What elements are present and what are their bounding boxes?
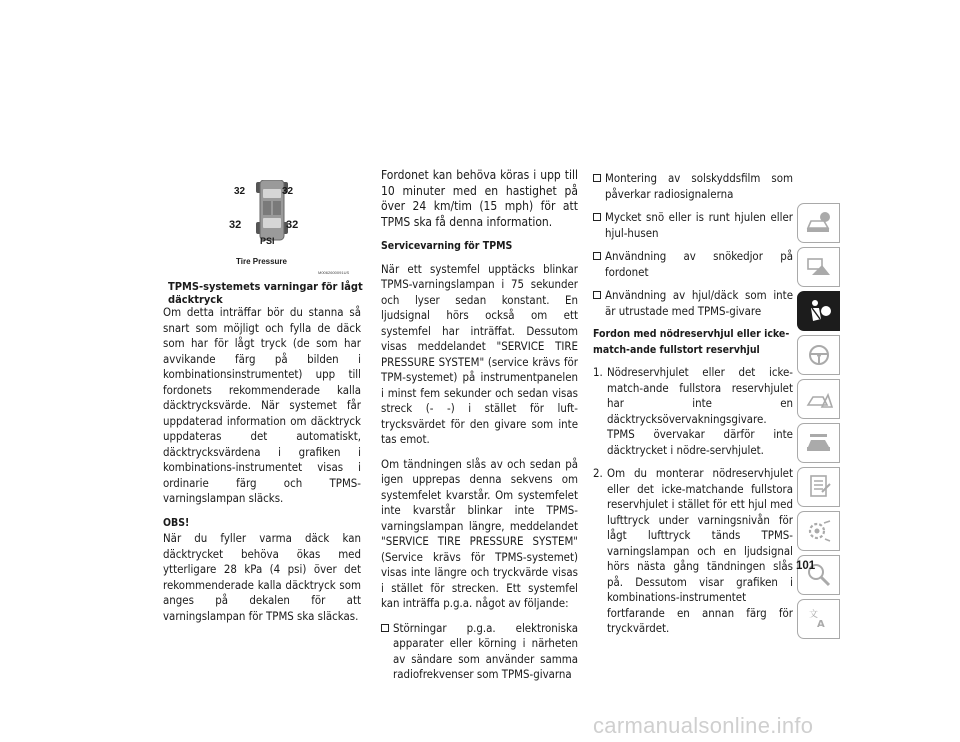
checkbox-bullet-icon: [593, 174, 601, 182]
section-heading: Servicevarning för TPMS: [381, 240, 513, 252]
paragraph: Fordonet kan behöva köras i upp till 10 minuter med en hastighet på över 24 km/tim (15 mph) för att TPMS ska få denna information.: [381, 168, 578, 229]
language-icon: [804, 605, 834, 633]
tab-getting-to-know-vehicle[interactable]: [797, 203, 840, 243]
list-item: [593, 171, 793, 202]
checkbox-bullet-icon: [593, 252, 601, 260]
paragraph: När ett systemfel upptäcks blinkar TPMS-varningslampan i 75 sekunder och lyser sedan konstant. En ljudsignal hörs också om ett systemfel har inträffat. Dessutom visas meddelandet "SERVICE TIRE PRESSURE SYSTEM" (service krävs för TPM-systemet) på instrumentpanelen i minst fem sekunder och sedan visas streck (- -) i stället för luft-trycksvärdet för den givare som inte tas emot.: [381, 261, 578, 446]
front-left-pressure: 32: [234, 186, 246, 197]
figure-code: M0062600091US: [318, 270, 350, 275]
tab-instrument-panel[interactable]: [797, 247, 840, 287]
checkbox-bullet-icon: [593, 291, 601, 299]
numbered-item: [593, 466, 793, 637]
tab-starting-operating[interactable]: [797, 335, 840, 375]
checkbox-bullet-icon: [381, 624, 389, 632]
dashboard-icon: [804, 253, 834, 281]
tire-pressure-figure: [222, 180, 322, 268]
list-item: [593, 210, 793, 241]
numbered-item: [593, 365, 793, 458]
steering-wheel-icon: [804, 341, 834, 369]
paragraph: Om detta inträffar bör du stanna så snart som möjligt och fylla de däck som har för lågt tryck (de som har avvikande färg på bilden i kombinationsinstrumentet) upp till fordonets rekommenderade kalla däcktrycksvärde. När systemet får uppdaterad information om däcktryck uppdateras det automatiskt, däcktrycksvärdena i grafiken i kombinations-instrumentet visas i ordinarie färg och TPMS-varningslampan släcks.: [163, 305, 361, 505]
section-heading: Fordon med nödreservhjul eller icke-match-ande fullstort reservhjul: [593, 328, 790, 356]
svg-text:A: A: [816, 619, 825, 630]
pressure-unit: PSI: [260, 236, 275, 246]
column-left: [163, 305, 361, 633]
rear-right-pressure: 32: [286, 219, 299, 231]
front-right-pressure: 32: [282, 186, 294, 197]
settings-gear-icon: [804, 517, 834, 545]
paragraph: Om tändningen slås av och sedan på igen upprepas denna sekvens om systemfelet kvarstår. Om systemfelet inte kvarstår blinkar inte TPMS-varningslampan längre, meddelandet "SERVICE TIRE PRESSURE SYSTEM" (Service krävs för TPMS-systemet) visas inte längre och tryckvärde visas i stället för strecken. Ett systemfel kan inträffa p.g.a. något av följande:: [381, 456, 578, 610]
list-item-text: Mycket snö eller is runt hjulen eller hjul-husen: [605, 210, 793, 240]
figure-label: Tire Pressure: [236, 257, 287, 266]
tab-safety[interactable]: [797, 291, 840, 331]
tab-in-case-of-emergency[interactable]: [797, 379, 840, 419]
tab-servicing-maintenance[interactable]: [797, 423, 840, 463]
figure-caption: TPMS-systemets varningar för lågt däcktryck: [168, 280, 363, 306]
list-item-text: Användning av snökedjor på fordonet: [605, 249, 793, 279]
checklist-icon: [804, 473, 834, 501]
column-middle: [381, 168, 578, 691]
tab-language[interactable]: [797, 599, 840, 639]
list-item: [381, 621, 578, 683]
tab-technical-specifications[interactable]: [797, 467, 840, 507]
item-number: 1.: [593, 365, 603, 379]
list-item-text: Montering av solskyddsfilm som påverkar radiosignalerna: [605, 171, 793, 201]
item-number: 2.: [593, 466, 603, 480]
note-text: När du fyller varma däck kan däcktrycket behöva ökas med ytterligare 28 kPa (4 psi) över det rekommenderade kalla däcktryck som anges på dekalen för att varningslampan för TPMS ska släckas.: [163, 531, 361, 623]
svg-text:文: 文: [808, 610, 818, 620]
car-info-icon: [804, 209, 834, 237]
column-right: [593, 171, 793, 645]
list-item-text: Användning av hjul/däck som inte är utrustade med TPMS-givare: [605, 288, 793, 318]
list-item: [593, 249, 793, 280]
list-item: [593, 288, 793, 319]
vehicle-service-icon: [804, 429, 834, 457]
watermark: carmanualsonline.info: [593, 713, 814, 738]
rear-left-pressure: 32: [229, 219, 242, 231]
note-heading: OBS!: [163, 516, 190, 529]
chapter-tabs: [797, 203, 840, 643]
list-item-text: Störningar p.g.a. elektroniska apparater eller körning i närheten av sändare som använder samma radiofrekvenser som TPMS-givarna: [393, 620, 578, 681]
item-text: Om du monterar nödreservhjulet eller det icke-matchande fullstora reservhjulet i stället för ett hjul med lufttryck under varningsnivån för lågt lufttryck tänds TPMS-varningslampan och en ljudsignal hörs nästa gång tändningen slås på. Dessutom visar grafiken i kombinations-instrumentet fortfarande en annan färg för tryckvärdet.: [607, 466, 793, 635]
warning-triangle-icon: [804, 385, 834, 413]
checkbox-bullet-icon: [593, 213, 601, 221]
seatbelt-airbag-icon: [804, 297, 834, 325]
tab-multimedia[interactable]: [797, 511, 840, 551]
item-text: Nödreservhjulet eller det icke-match-ande fullstora reservhjulet har inte en däcktrycksövervakningsgivare. TPMS övervakar därför inte däcktrycket i nödre-servhjulet.: [607, 365, 793, 457]
page-number: 101: [796, 560, 816, 572]
